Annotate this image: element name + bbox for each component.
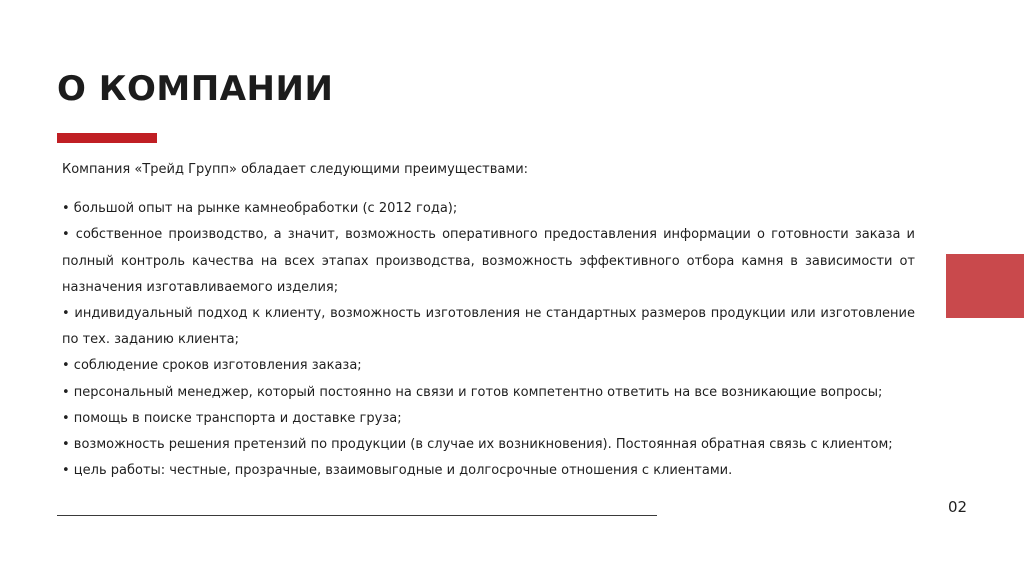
title-underline-bar: [57, 133, 157, 143]
benefit-item-deadlines: • соблюдение сроков изготовления заказа;: [62, 358, 362, 374]
benefit-item-transport: • помощь в поиске транспорта и доставке груза;: [62, 410, 402, 426]
benefit-item-individual-approach: • индивидуальный подход к клиенту, возможность изготовления не стандартных размеров продукции или изготовление по тех. заданию клиента;: [62, 306, 915, 348]
benefit-item-claims: • возможность решения претензий по продукции (в случае их возникновения). Постоянная обратная связь с клиентом;: [62, 437, 893, 453]
bottom-divider: [57, 515, 657, 516]
benefit-item-production: • собственное производство, а значит, возможность оперативного предоставления информации о готовности заказа и полный контроль качества на всех этапах производства, возможность эффективного отбора камня в зависимости от назначения изготавливаемого изделия;: [62, 227, 915, 295]
benefit-item-personal-manager: • персональный менеджер, который постоянно на связи и готов компетентно ответить на все возникающие вопросы;: [62, 384, 883, 400]
page-number: 02: [948, 498, 968, 516]
benefit-item-experience: • большой опыт на рынке камнеобработки (с 2012 года);: [62, 201, 458, 217]
benefits-list: [62, 196, 915, 484]
side-accent-block: [946, 254, 1024, 318]
content-block: [62, 157, 915, 484]
page-title: О КОМПАНИИ: [57, 69, 334, 109]
intro-text: Компания «Трейд Групп» обладает следующими преимуществами:: [62, 162, 529, 177]
benefit-item-goal: • цель работы: честные, прозрачные, взаимовыгодные и долгосрочные отношения с клиентами.: [62, 463, 733, 479]
